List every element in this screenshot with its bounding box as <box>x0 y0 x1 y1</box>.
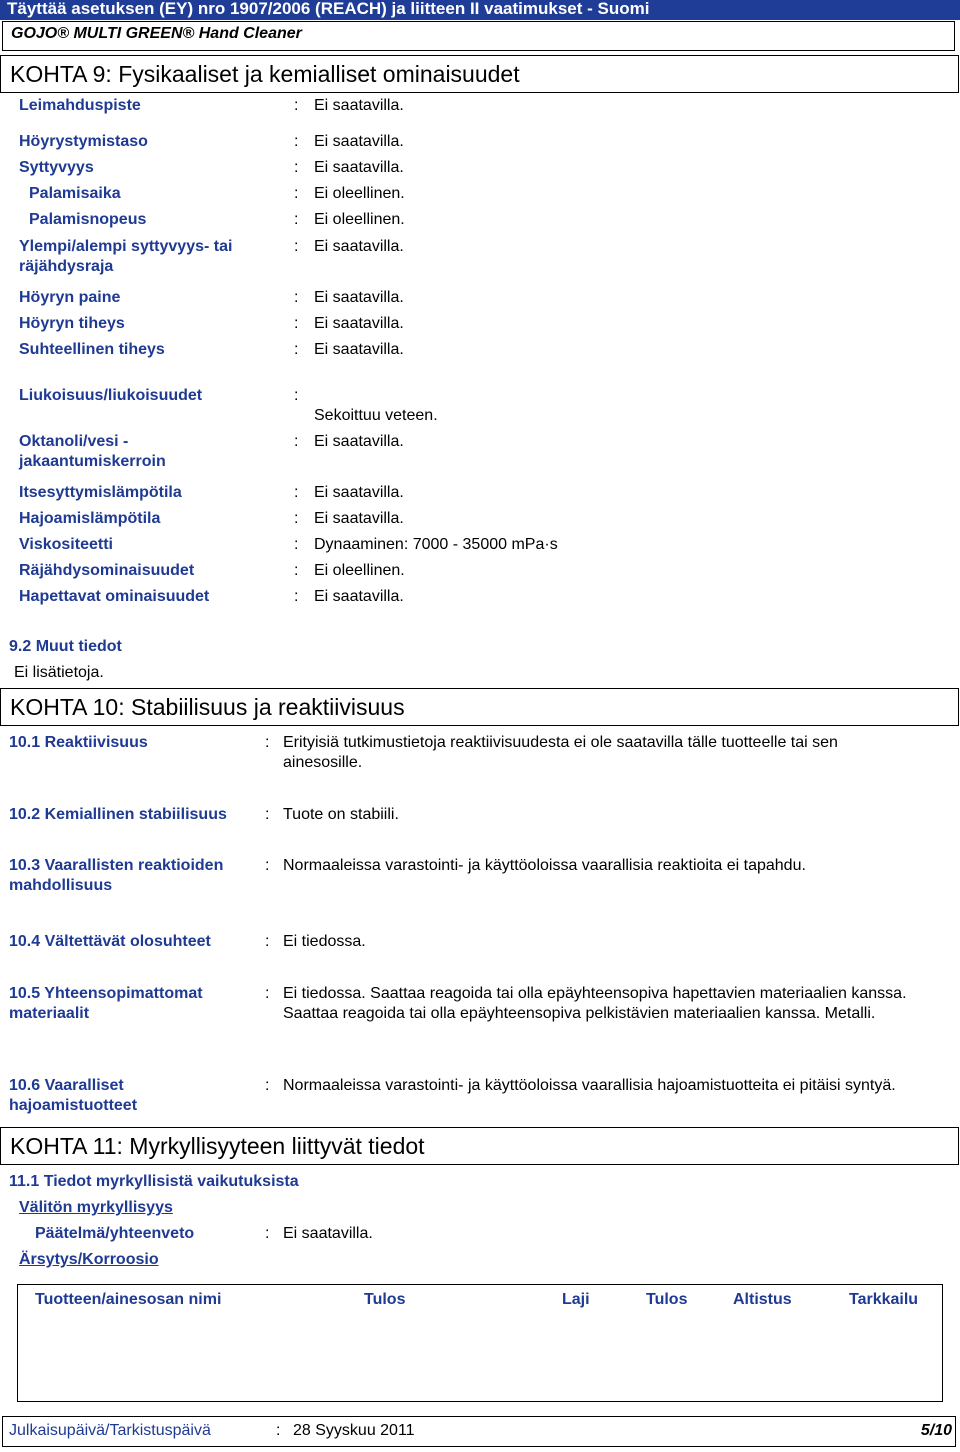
separator-colon: : <box>294 315 299 332</box>
prop-label-autoignition: Itsesyttymislämpötila <box>19 484 182 501</box>
table-header-exposure: Altistus <box>733 1291 792 1308</box>
prop-value-flammability: Ei saatavilla. <box>314 159 404 176</box>
incompatible-materials-label: 10.5 Yhteensopimattomat materiaalit <box>9 985 203 1022</box>
prop-value-burning-time: Ei oleellinen. <box>314 185 405 202</box>
separator-colon: : <box>294 133 299 150</box>
footer-date: 28 Syyskuu 2011 <box>293 1422 415 1439</box>
prop-label-burning-rate: Palamisnopeus <box>29 211 147 228</box>
separator-colon: : <box>265 734 270 751</box>
footer-colon: : <box>276 1422 281 1439</box>
prop-value-decomposition: Ei saatavilla. <box>314 510 404 527</box>
separator-colon: : <box>294 97 299 114</box>
toxicology-subtitle: 11.1 Tiedot myrkyllisistä vaikutuksista <box>9 1173 299 1190</box>
table-header-observation: Tarkkailu <box>849 1291 919 1308</box>
prop-value-relative-density: Ei saatavilla. <box>314 341 404 358</box>
prop-value-evaporation-rate: Ei saatavilla. <box>314 133 404 150</box>
separator-colon: : <box>294 510 299 527</box>
irritation-heading: Ärsytys/Korroosio <box>19 1251 159 1268</box>
prop-label-flash-point: Leimahduspiste <box>19 97 141 114</box>
prop-value-flash-point: Ei saatavilla. <box>314 97 404 114</box>
prop-value-vapor-density: Ei saatavilla. <box>314 315 404 332</box>
separator-colon: : <box>265 985 270 1002</box>
prop-label-partition-coefficient: Oktanoli/vesi - jakaantumiskerroin <box>19 433 166 470</box>
separator-colon: : <box>294 341 299 358</box>
prop-value-vapor-pressure: Ei saatavilla. <box>314 289 404 306</box>
separator-colon: : <box>265 1225 270 1242</box>
prop-label-oxidizing-properties: Hapettavat ominaisuudet <box>19 588 210 605</box>
prop-value-explosive-properties: Ei oleellinen. <box>314 562 405 579</box>
table-header-result: Tulos <box>364 1291 406 1308</box>
footer-label: Julkaisupäivä/Tarkistuspäivä <box>9 1422 211 1439</box>
prop-value-burning-rate: Ei oleellinen. <box>314 211 405 228</box>
section11-title: KOHTA 11: Myrkyllisyyteen liittyvät tiedot <box>10 1133 425 1159</box>
separator-colon: : <box>294 433 299 450</box>
prop-value-oxidizing-properties: Ei saatavilla. <box>314 588 404 605</box>
regulation-header-bar <box>0 0 960 20</box>
prop-label-viscosity: Viskositeetti <box>19 536 113 553</box>
table-header-product-name: Tuotteen/ainesosan nimi <box>35 1291 222 1308</box>
reactivity-value: Erityisiä tutkimustietoja reaktiivisuudesta ei ole saatavilla tälle tuotteelle tai sen ainesosille. <box>283 734 838 771</box>
incompatible-materials-value: Ei tiedossa. Saattaa reagoida tai olla epäyhteensopiva hapettavien materiaalien kanssa. Saattaa reagoida tai olla epäyhteensopiva pelkistävien materiaalien kanssa. Metalli. <box>283 985 907 1022</box>
conditions-to-avoid-label: 10.4 Vältettävät olosuhteet <box>9 933 211 950</box>
stability-value: Tuote on stabiili. <box>283 806 399 823</box>
table-header-species: Laji <box>562 1291 590 1308</box>
separator-colon: : <box>294 387 299 404</box>
conclusion-label: Päätelmä/yhteenveto <box>35 1225 195 1242</box>
separator-colon: : <box>265 1077 270 1094</box>
product-name: GOJO® MULTI GREEN® Hand Cleaner <box>11 25 302 42</box>
separator-colon: : <box>294 159 299 176</box>
prop-label-vapor-pressure: Höyryn paine <box>19 289 121 306</box>
product-name-box <box>2 21 955 51</box>
prop-label-explosive-properties: Räjähdysominaisuudet <box>19 562 195 579</box>
conclusion-value: Ei saatavilla. <box>283 1225 373 1242</box>
regulation-text: Täyttää asetuksen (EY) nro 1907/2006 (REACH) ja liitteen II vaatimukset - Suomi <box>7 0 650 18</box>
separator-colon: : <box>294 484 299 501</box>
prop-label-explosion-limits: Ylempi/alempi syttyvyys- tai räjähdysraja <box>19 238 233 275</box>
other-info-text: Ei lisätietoja. <box>14 664 104 681</box>
other-info-title: 9.2 Muut tiedot <box>9 638 122 655</box>
footer-box <box>2 1416 956 1447</box>
prop-value-explosion-limits: Ei saatavilla. <box>314 238 404 255</box>
prop-value-viscosity: Dynaaminen: 7000 - 35000 mPa·s <box>314 536 558 553</box>
prop-value-partition-coefficient: Ei saatavilla. <box>314 433 404 450</box>
section9-title: KOHTA 9: Fysikaaliset ja kemialliset ominaisuudet <box>10 61 520 87</box>
table-header-score: Tulos <box>646 1291 688 1308</box>
section10-title: KOHTA 10: Stabiilisuus ja reaktiivisuus <box>10 694 405 720</box>
section10-title-box <box>0 688 959 726</box>
stability-label: 10.2 Kemiallinen stabiilisuus <box>9 806 227 823</box>
prop-label-burning-time: Palamisaika <box>29 185 121 202</box>
prop-label-evaporation-rate: Höyrystymistaso <box>19 133 148 150</box>
decomposition-products-label: 10.6 Vaaralliset hajoamistuotteet <box>9 1077 138 1114</box>
separator-colon: : <box>294 588 299 605</box>
prop-value-autoignition: Ei saatavilla. <box>314 484 404 501</box>
section9-title-box <box>0 55 959 93</box>
separator-colon: : <box>294 562 299 579</box>
prop-label-flammability: Syttyvyys <box>19 159 94 176</box>
separator-colon: : <box>294 238 299 255</box>
page-number: 5/10 <box>920 1422 952 1439</box>
separator-colon: : <box>294 211 299 228</box>
decomposition-products-value: Normaaleissa varastointi- ja käyttöoloissa vaarallisia hajoamistuotteita ei pitäisi syntyä. <box>283 1077 896 1094</box>
section11-title-box <box>0 1127 959 1165</box>
separator-colon: : <box>265 933 270 950</box>
prop-value-solubility: Sekoittuu veteen. <box>314 407 438 424</box>
prop-label-solubility: Liukoisuus/liukoisuudet <box>19 387 203 404</box>
separator-colon: : <box>294 185 299 202</box>
prop-label-vapor-density: Höyryn tiheys <box>19 315 125 332</box>
hazardous-reactions-value: Normaaleissa varastointi- ja käyttöoloissa vaarallisia reaktioita ei tapahdu. <box>283 857 806 874</box>
hazardous-reactions-label: 10.3 Vaarallisten reaktioiden mahdollisuus <box>9 857 224 894</box>
conditions-to-avoid-value: Ei tiedossa. <box>283 933 366 950</box>
separator-colon: : <box>294 289 299 306</box>
acute-toxicity-heading: Välitön myrkyllisyys <box>19 1199 173 1216</box>
prop-label-relative-density: Suhteellinen tiheys <box>19 341 165 358</box>
separator-colon: : <box>265 806 270 823</box>
separator-colon: : <box>294 536 299 553</box>
reactivity-label: 10.1 Reaktiivisuus <box>9 734 148 751</box>
separator-colon: : <box>265 857 270 874</box>
prop-label-decomposition: Hajoamislämpötila <box>19 510 161 527</box>
